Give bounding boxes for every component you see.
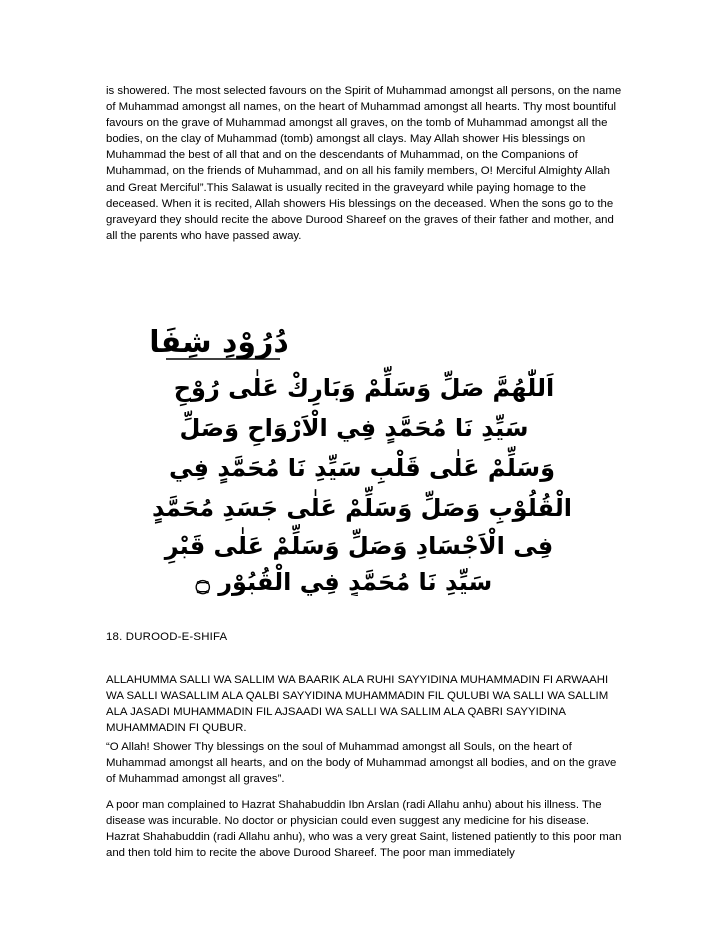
transliteration-paragraph: ALLAHUMMA SALLI WA SALLIM WA BAARIK ALA RUHI SAYYIDINA MUHAMMADIN FI ARWAAHI WA SALLI WASALLIM ALA QALBI SAYYIDINA MUHAMMADIN FIL QULUBI WA SALLI WA SALLIM ALA JASADI MUHAMMADIN FIL AJSAADI WA SALLI WA SALLIM ALA QABRI SAYYIDINA MUHAMMADIN FI QUBUR. — [106, 674, 609, 735]
arabic-line-6: سَيِّدِ نَا مُحَمَّدٍ فِي الْقُبُوْرِ ۝ — [195, 568, 493, 596]
section-heading: 18. DUROOD-E-SHIFA — [106, 631, 228, 643]
intro-paragraph: is showered. The most selected favours on the Spirit of Muhammad amongst all persons, on the name of Muhammad amongst all names, on the heart of Muhammad amongst all hearts. Thy most bountiful favours on the grave of Muhammad amongst all graves, on the tomb of Muhammad amongst all the bodies, on the clay of Muhammad (tomb) amongst all clays. May Allah shower His blessings on Muhammad the best of all that and on the descendants of Muhammad, on the Companions of Muhammad, on the friends of Muhammad, and on all his family members, O! Merciful Almighty Allah and Great Merciful”.This Salawat is usually recited in the graveyard while paying homage to the deceased. When it is recited, Allah showers His blessings on the deceased. When the sons go to the graveyard they should recite the above Durood Shareef on the graves of their father and mother, and all the parents who have passed away. — [106, 85, 622, 242]
translation-paragraph: “O Allah! Shower Thy blessings on the soul of Muhammad amongst all Souls, on the heart of Muhammad amongst all hearts, and on the body of Muhammad amongst all bodies, and on the grave of Muhammad amongst all graves”. — [106, 741, 617, 786]
arabic-calligraphy-image — [104, 318, 624, 596]
arabic-line-5: فِى الْاَجْسَادِ وَصَلِّ وَسَلِّمْ عَلٰى قَبْرِ — [164, 532, 554, 560]
arabic-line-4: الْقُلُوْبِ وَصَلِّ وَسَلِّمْ عَلٰى جَسَدِ مُحَمَّدٍ — [151, 494, 573, 522]
arabic-title: دُرُوْدِ شِفَا — [149, 325, 289, 360]
arabic-line-1: اَللّٰهُمَّ صَلِّ وَسَلِّمْ وَبَارِكْ عَلٰى رُوْحِ — [173, 374, 555, 402]
arabic-line-2: سَيِّدِ نَا مُحَمَّدٍ فِي الْاَرْوَاحِ وَصَلِّ — [179, 414, 529, 442]
story-paragraph: A poor man complained to Hazrat Shahabuddin Ibn Arslan (radi Allahu anhu) about his illness. The disease was incurable. No doctor or physician could even suggest any medicine for his disease. Hazrat Shahabuddin (radi Allahu anhu), who was a very great Saint, listened patiently to this poor man and then told him to recite the above Durood Shareef. The poor man immediately — [106, 799, 622, 860]
arabic-line-3: وَسَلِّمْ عَلٰى قَلْبِ سَيِّدِ نَا مُحَمَّدٍ فِي — [168, 454, 556, 482]
